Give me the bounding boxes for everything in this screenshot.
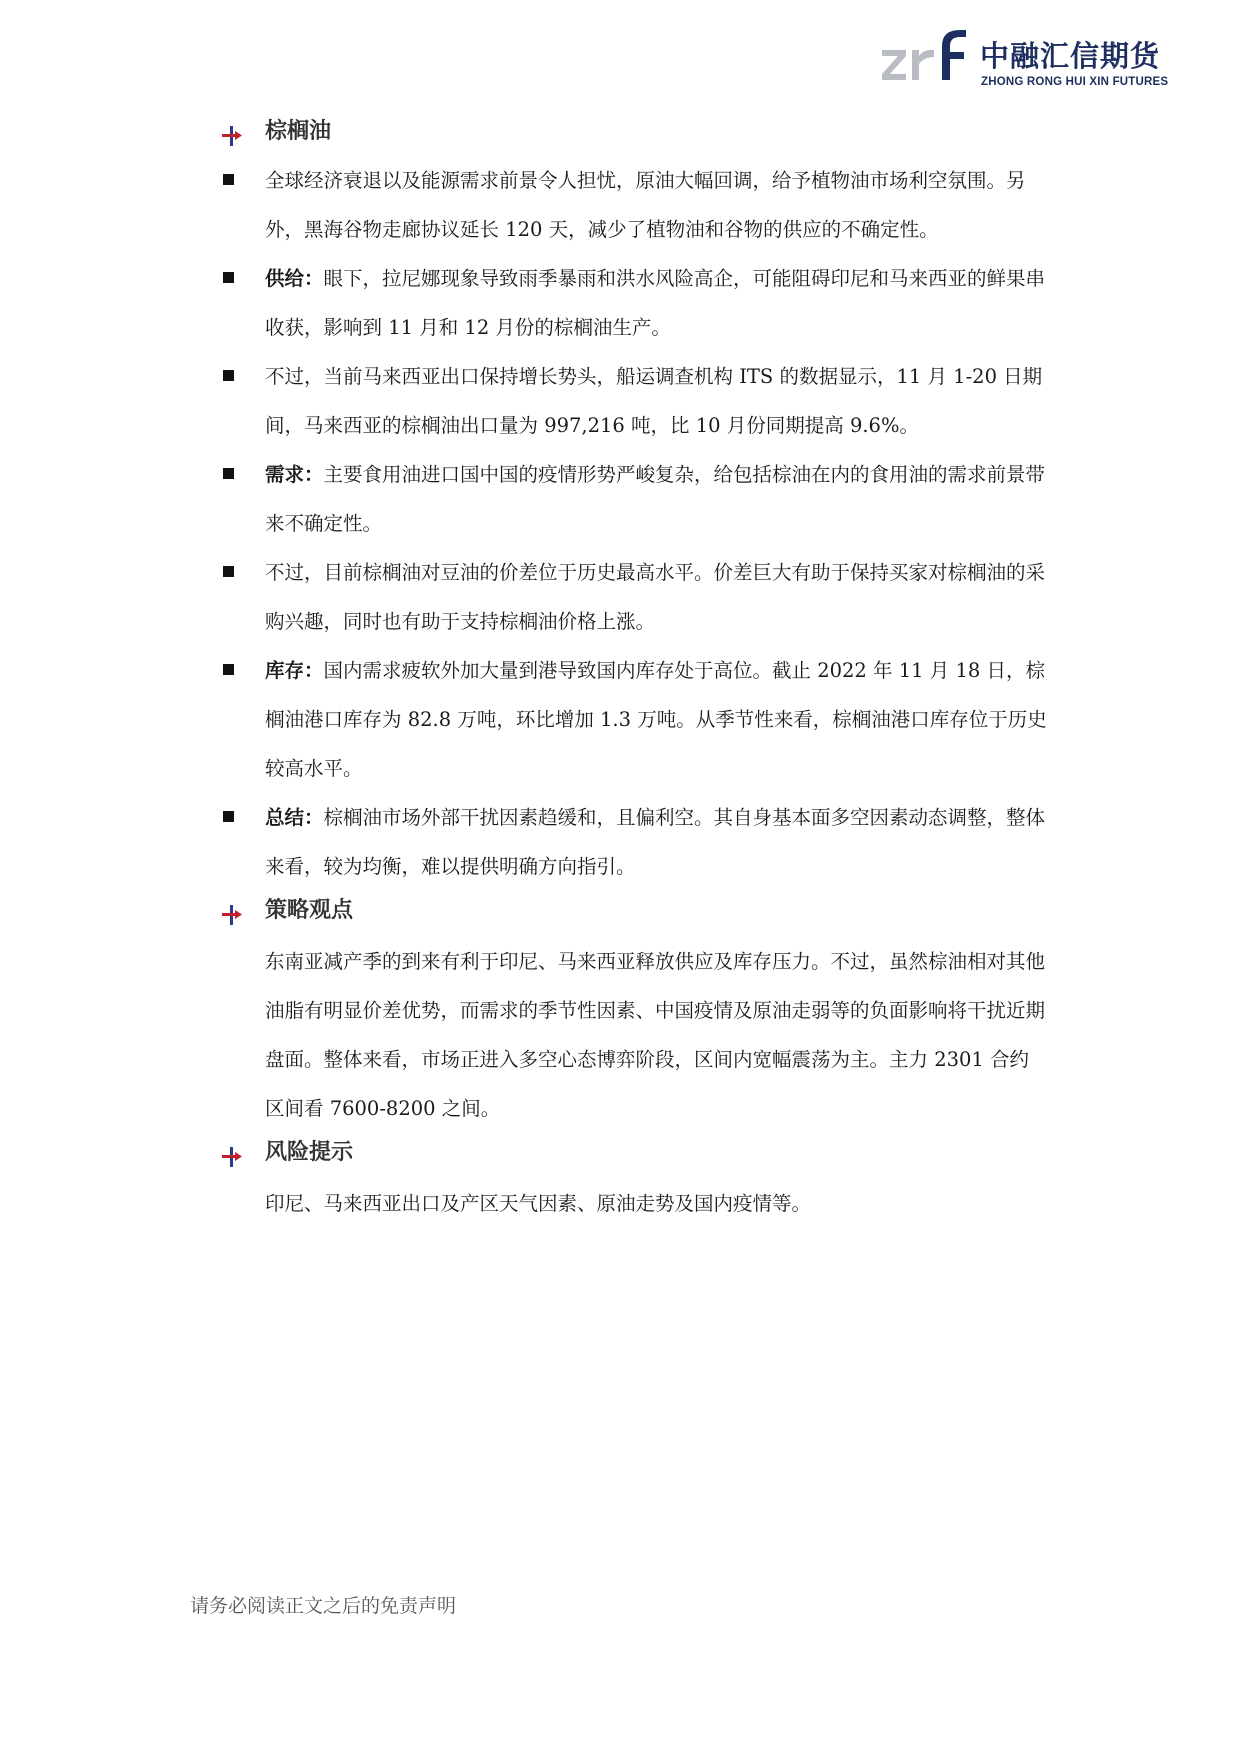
bullet-item (218, 352, 1048, 450)
section-heading-risk (218, 1133, 1048, 1179)
logo-english-name: ZHONG RONG HUI XIN FUTURES (981, 76, 1169, 88)
bullet-text: 全球经济衰退以及能源需求前景令人担忧，原油大幅回调，给予植物油市场利空氛围。另外，黑海谷物走廊协议延长 120 天，减少了植物油和谷物的供应的不确定性。 (265, 169, 1026, 241)
square-bullet-icon (223, 370, 234, 381)
bullet-text: 不过，当前马来西亚出口保持增长势头，船运调查机构 ITS 的数据显示，11 月 1-20 日期间，马来西亚的棕榈油出口量为 997,216 吨，比 10 月份同期提高 9.6%。 (265, 365, 1043, 437)
strategy-paragraph: 东南亚减产季的到来有利于印尼、马来西亚释放供应及库存压力。不过，虽然棕油相对其他油脂有明显价差优势，而需求的季节性因素、中国疫情及原油走弱等的负面影响将干扰近期盘面。整体来看，市场正进入多空心态博弈阶段，区间内宽幅震荡为主。主力 2301 合约区间看 7600-8200 之间。 (265, 950, 1046, 1120)
cross-arrow-icon (221, 125, 243, 147)
section-title: 棕榈油 (265, 119, 332, 144)
bullet-label: 总结： (265, 806, 324, 829)
section-title: 策略观点 (265, 898, 354, 923)
bullet-item (218, 156, 1048, 254)
bullet-item-inventory (218, 646, 1048, 793)
square-bullet-icon (223, 811, 234, 822)
square-bullet-icon (223, 174, 234, 185)
report-body (218, 112, 1048, 1228)
square-bullet-icon (223, 272, 234, 283)
bullet-label: 库存： (265, 659, 324, 682)
bullet-text: 不过，目前棕榈油对豆油的价差位于历史最高水平。价差巨大有助于保持买家对棕榈油的采购兴趣，同时也有助于支持棕榈油价格上涨。 (265, 561, 1046, 633)
square-bullet-icon (223, 566, 234, 577)
bullet-item-demand (218, 450, 1048, 548)
bullet-text: 眼下，拉尼娜现象导致雨季暴雨和洪水风险高企，可能阻碍印尼和马来西亚的鲜果串收获，影响到 11 月和 12 月份的棕榈油生产。 (265, 267, 1046, 339)
section-title: 风险提示 (265, 1140, 354, 1165)
company-logo (880, 26, 1170, 96)
cross-arrow-icon (221, 1146, 243, 1168)
bullet-text: 棕榈油市场外部干扰因素趋缓和，且偏利空。其自身基本面多空因素动态调整，整体来看，较为均衡，难以提供明确方向指引。 (265, 806, 1046, 878)
bullet-item-summary (218, 793, 1048, 891)
bullet-item (218, 548, 1048, 646)
logo-chinese-name: 中融汇信期货 (980, 39, 1161, 73)
square-bullet-icon (223, 468, 234, 479)
bullet-item-supply (218, 254, 1048, 352)
section-heading-palm-oil (218, 112, 1048, 158)
bullet-label: 供给： (265, 267, 324, 290)
bullet-label: 需求： (265, 463, 324, 486)
zrf-logo-icon (880, 26, 980, 88)
cross-arrow-icon (221, 904, 243, 926)
square-bullet-icon (223, 664, 234, 675)
risk-paragraph: 印尼、马来西亚出口及产区天气因素、原油走势及国内疫情等。 (265, 1192, 812, 1215)
bullet-text: 主要食用油进口国中国的疫情形势严峻复杂，给包括棕油在内的食用油的需求前景带来不确定性。 (265, 463, 1046, 535)
footer-disclaimer: 请务必阅读正文之后的免责声明 (190, 1595, 457, 1617)
section-heading-strategy (218, 891, 1048, 937)
bullet-text: 国内需求疲软外加大量到港导致国内库存处于高位。截止 2022 年 11 月 18 日，棕榈油港口库存为 82.8 万吨，环比增加 1.3 万吨。从季节性来看，棕榈油港口库存位于历史较高水平。 (265, 659, 1047, 780)
